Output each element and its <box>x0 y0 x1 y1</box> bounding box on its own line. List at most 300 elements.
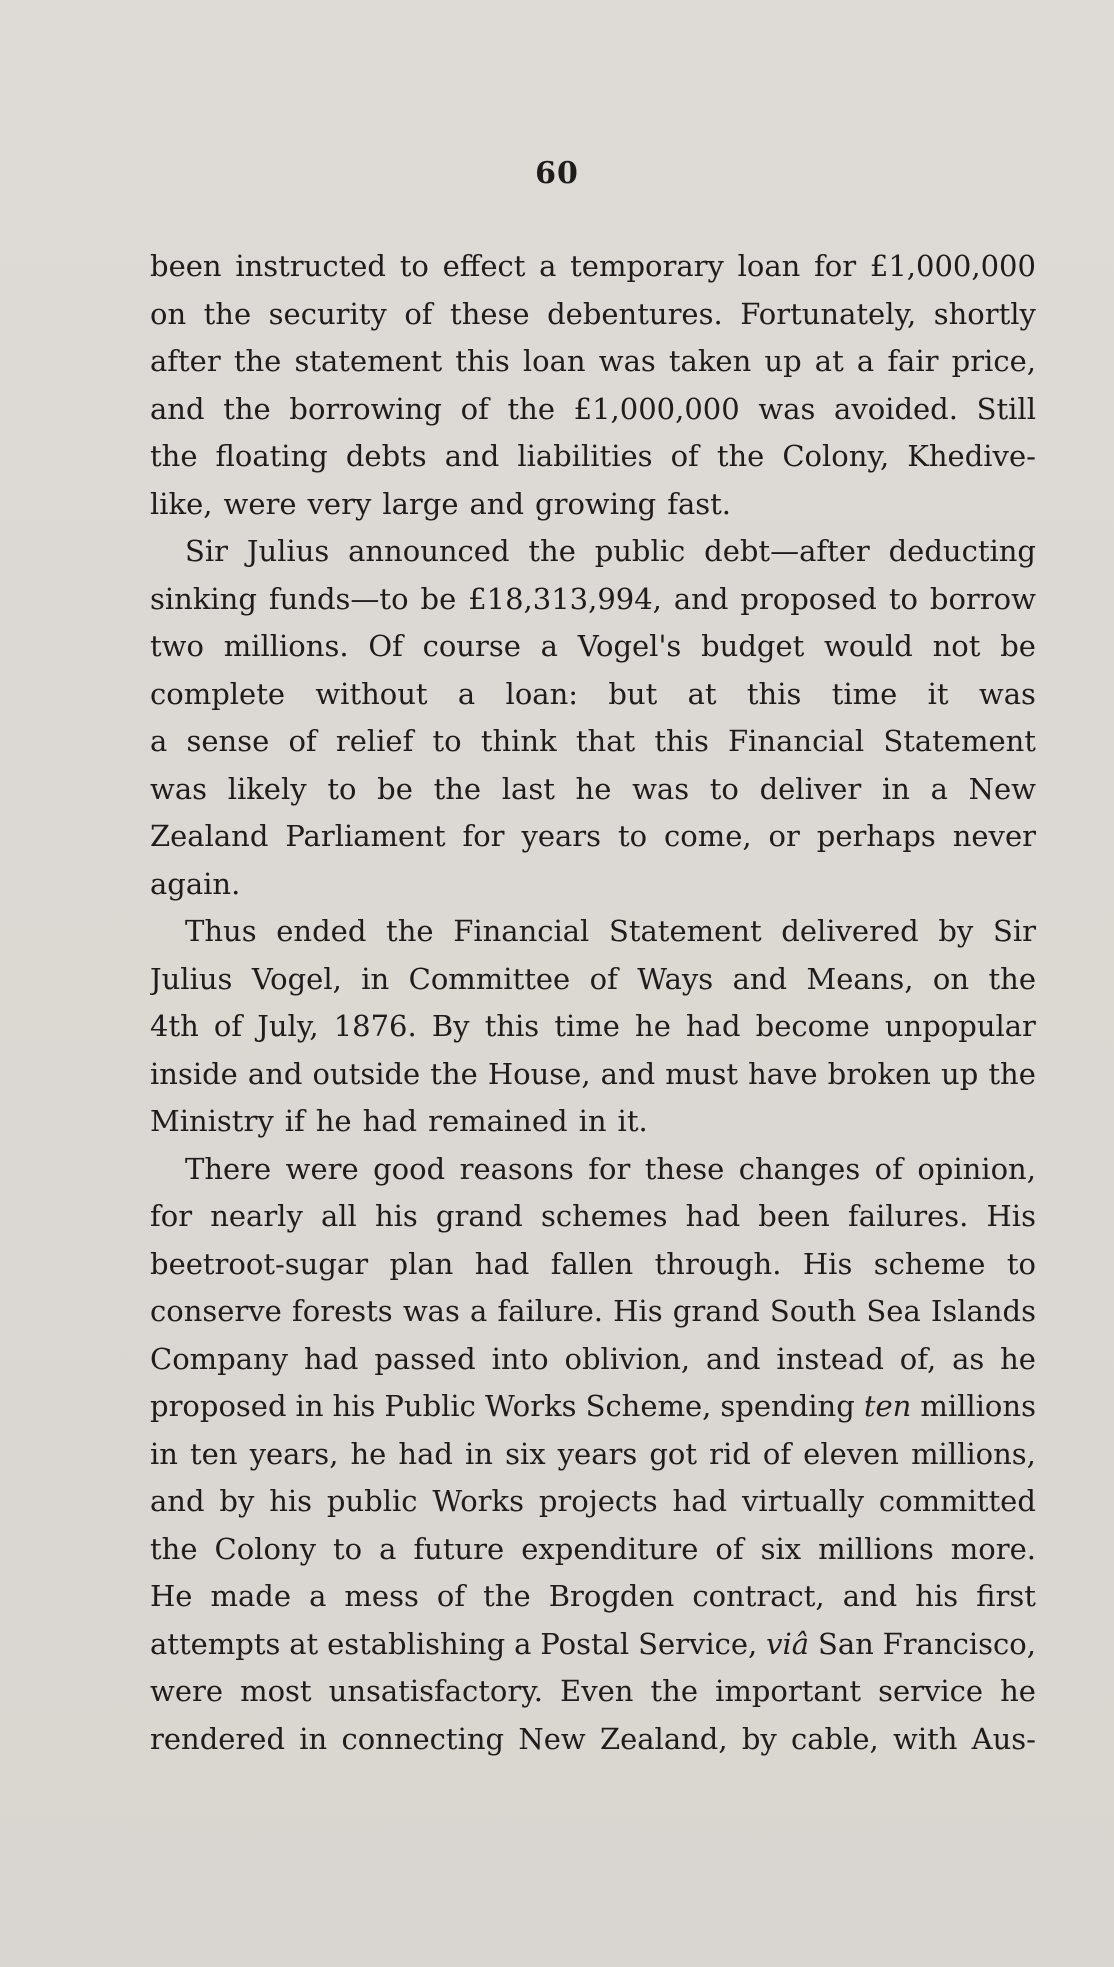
word: Means, <box>806 961 914 996</box>
word: the <box>988 961 1036 996</box>
text-line <box>150 1288 1036 1336</box>
word: By <box>431 1009 470 1043</box>
text-line <box>150 623 1036 671</box>
text-line <box>150 718 1036 766</box>
word: very <box>307 486 372 521</box>
word: reasons <box>459 1151 574 1186</box>
word: the <box>233 344 282 378</box>
word: this <box>746 676 802 711</box>
word: Zealand, <box>599 1721 728 1756</box>
word: Francisco, <box>882 1626 1036 1661</box>
word: Still <box>976 391 1036 426</box>
word: in <box>465 1436 493 1471</box>
word: and <box>150 1484 205 1518</box>
word: rendered <box>150 1721 286 1756</box>
word: Colony <box>214 1531 316 1566</box>
word: delivered <box>781 914 919 948</box>
word: he <box>635 1009 671 1043</box>
word: and <box>469 486 525 521</box>
word: beetroot-sugar <box>150 1246 369 1281</box>
word: was <box>598 344 656 378</box>
text-line <box>150 243 1036 291</box>
word: complete <box>150 676 286 711</box>
text-line <box>150 528 1036 576</box>
text-line <box>150 1478 1036 1526</box>
word: public <box>594 534 686 568</box>
word: of, <box>899 1341 937 1376</box>
word: fallen <box>550 1246 634 1281</box>
word: Sir <box>992 914 1036 948</box>
word: effect <box>442 249 526 283</box>
word: ten <box>190 1436 238 1471</box>
word: establishing <box>327 1626 506 1661</box>
word: growing <box>535 486 657 521</box>
word: a <box>470 1294 488 1328</box>
word: to <box>617 819 648 853</box>
word: had <box>474 1246 530 1281</box>
word: to <box>432 724 462 758</box>
word: years, <box>249 1436 339 1471</box>
word: Parliament <box>285 819 446 853</box>
word: proposed <box>150 1389 287 1423</box>
word: He <box>150 1579 193 1613</box>
word: fast. <box>667 486 732 521</box>
word: time <box>831 676 898 711</box>
word: plan <box>389 1246 454 1281</box>
word: be <box>377 771 413 806</box>
word: His <box>613 1294 663 1328</box>
text-line <box>150 908 1036 956</box>
word: Thus <box>185 914 257 948</box>
text-line <box>150 861 1036 909</box>
text-line <box>150 1336 1036 1384</box>
word: announced <box>348 534 510 568</box>
word: had <box>685 1199 741 1233</box>
word: opinion, <box>917 1151 1036 1186</box>
word: 4th <box>150 1009 199 1043</box>
word: his <box>269 1484 313 1518</box>
word: Financial <box>728 724 865 758</box>
word: nearly <box>210 1199 303 1233</box>
word: the <box>150 1531 198 1566</box>
word: grand <box>672 1294 760 1328</box>
word: the <box>223 391 271 426</box>
word: for <box>462 819 505 853</box>
word: his <box>332 1389 376 1423</box>
word: had <box>362 1104 418 1138</box>
word: all <box>320 1199 357 1233</box>
word: of <box>460 391 489 426</box>
word: Julius <box>150 961 233 996</box>
text-line <box>150 576 1036 624</box>
word: Of <box>368 629 403 663</box>
word: to <box>327 771 357 806</box>
text-line <box>150 1716 1036 1764</box>
word: after <box>150 344 221 378</box>
text-line <box>150 1051 1036 1099</box>
word: most <box>240 1674 312 1708</box>
word: but <box>608 676 658 711</box>
word: with <box>893 1721 958 1756</box>
word: of <box>589 961 618 996</box>
word: committed <box>878 1484 1036 1518</box>
word: were <box>223 486 297 521</box>
word: Company <box>150 1341 289 1376</box>
word: statement <box>294 344 443 378</box>
word: attempts <box>150 1626 281 1661</box>
word: of <box>762 1436 792 1471</box>
word: the <box>716 439 765 473</box>
word: proposed <box>740 581 877 616</box>
word: July, <box>257 1009 319 1043</box>
word: borrow <box>929 581 1036 616</box>
word: and <box>247 1056 303 1091</box>
word: for <box>588 1151 631 1186</box>
word: in <box>881 771 910 806</box>
word: 1876. <box>333 1009 417 1043</box>
word: have <box>748 1056 818 1091</box>
word: deducting <box>888 534 1036 568</box>
word: got <box>649 1436 698 1471</box>
text-line <box>150 1668 1036 1716</box>
word: first <box>976 1579 1036 1613</box>
word: of <box>436 1579 466 1613</box>
word: loan: <box>505 676 579 711</box>
word: passed <box>374 1341 476 1376</box>
word: temporary <box>570 249 724 283</box>
word: millions <box>920 1389 1036 1423</box>
word: inside <box>150 1056 238 1091</box>
word: and <box>444 439 500 473</box>
word: Postal <box>540 1626 630 1661</box>
word: the <box>433 771 482 806</box>
word: in <box>299 1721 328 1756</box>
word: Zealand <box>150 819 269 853</box>
word: at <box>289 1626 319 1661</box>
word: last <box>501 771 555 806</box>
word: unsatisfactory. <box>328 1674 543 1708</box>
word: his <box>374 1199 418 1233</box>
word: £1,000,000 <box>573 391 740 426</box>
word: funds—to <box>268 581 409 616</box>
word: the <box>150 439 198 473</box>
word: Fortunately, <box>740 296 917 331</box>
word: if <box>284 1104 305 1138</box>
word: had <box>303 1341 359 1376</box>
word: projects <box>538 1484 658 1518</box>
word: expenditure <box>521 1531 699 1566</box>
word: Works <box>484 1389 577 1423</box>
word: never <box>952 819 1036 853</box>
word: public <box>326 1484 418 1518</box>
word: to <box>399 249 429 283</box>
word: liabilities <box>517 439 653 473</box>
word: shortly <box>933 296 1036 331</box>
word: eleven <box>803 1436 899 1471</box>
word: price, <box>951 344 1036 378</box>
word: floating <box>215 439 328 473</box>
word: at <box>814 344 844 378</box>
word: the <box>483 1579 531 1613</box>
word: and <box>706 1341 761 1376</box>
text-line <box>150 291 1036 339</box>
word: a <box>457 676 476 711</box>
word: it <box>927 676 949 711</box>
word: good <box>373 1151 446 1186</box>
word: into <box>491 1341 549 1376</box>
word: fair <box>887 344 939 378</box>
word: he <box>1000 1674 1036 1708</box>
word: Service, <box>638 1626 758 1661</box>
word: become <box>755 1009 870 1043</box>
word: Brogden <box>548 1579 675 1613</box>
word: relief <box>335 724 414 758</box>
word: grand <box>435 1199 523 1233</box>
word: two <box>150 629 204 663</box>
word: time <box>554 1009 620 1043</box>
word: New <box>968 771 1036 806</box>
word: his <box>915 1579 959 1613</box>
word: Works <box>432 1484 524 1518</box>
word: mess <box>344 1579 419 1613</box>
word: millions, <box>911 1436 1036 1471</box>
word: Sir <box>185 534 229 568</box>
word: Statement <box>608 914 762 948</box>
word: by <box>938 914 974 948</box>
word: on <box>150 296 187 331</box>
word: likely <box>227 771 307 806</box>
word: Financial <box>453 914 590 948</box>
word: six <box>760 1531 802 1566</box>
text-line <box>150 671 1036 719</box>
word: the <box>386 914 434 948</box>
word: come, <box>664 819 752 853</box>
word: His <box>802 1246 853 1281</box>
word: a <box>514 1626 532 1661</box>
word: through. <box>654 1246 782 1281</box>
word: a <box>150 724 168 758</box>
word: not <box>932 629 981 663</box>
text-line <box>150 1526 1036 1574</box>
word: contract, <box>692 1579 825 1613</box>
text-line <box>150 1621 1036 1669</box>
word: unpopular <box>884 1009 1036 1043</box>
word: by <box>741 1721 777 1756</box>
word: oblivion, <box>564 1341 691 1376</box>
word: and <box>842 1579 898 1613</box>
text-line <box>150 1098 1036 1146</box>
word: these <box>644 1151 725 1186</box>
word: up <box>764 344 802 378</box>
word: as <box>952 1341 985 1376</box>
word: connecting <box>341 1721 505 1756</box>
word: the <box>430 1056 478 1091</box>
word: or <box>768 819 800 853</box>
text-line <box>150 1241 1036 1289</box>
word: security <box>268 296 387 331</box>
word: debt—after <box>704 534 870 568</box>
page-number: 60 <box>535 156 579 191</box>
word: a <box>856 344 875 378</box>
word: failures. <box>848 1199 969 1233</box>
word: sinking <box>150 581 257 616</box>
word: the <box>203 296 252 331</box>
text-line <box>150 1573 1036 1621</box>
word: course <box>422 629 521 663</box>
word: of <box>213 1009 243 1043</box>
word: House, <box>487 1056 591 1091</box>
word: changes <box>738 1151 861 1186</box>
word: and <box>150 391 205 426</box>
word: Ways <box>637 961 714 996</box>
word: schemes <box>541 1199 668 1233</box>
word: was <box>150 771 207 806</box>
word: millions <box>818 1531 934 1566</box>
word: the <box>528 534 576 568</box>
word: perhaps <box>816 819 936 853</box>
word: loan <box>522 344 586 378</box>
word: by <box>219 1484 255 1518</box>
word: loan <box>737 249 801 283</box>
word: a <box>930 771 948 806</box>
word: again. <box>150 866 241 901</box>
word: ended <box>276 914 367 948</box>
word: spending <box>720 1389 855 1423</box>
word: he <box>575 771 612 806</box>
word: like, <box>150 486 213 521</box>
word: important <box>715 1674 861 1708</box>
word: had <box>398 1436 453 1471</box>
word: Aus- <box>971 1721 1036 1756</box>
word: a <box>309 1579 327 1613</box>
word: for <box>150 1199 193 1233</box>
word: Vogel's <box>577 629 682 663</box>
word: of <box>404 296 433 331</box>
text-line <box>150 956 1036 1004</box>
word: on <box>932 961 970 996</box>
word: was <box>402 1294 460 1328</box>
word: budget <box>701 629 805 663</box>
word: broken <box>827 1056 931 1091</box>
word: and <box>732 961 788 996</box>
word: Scheme, <box>585 1389 712 1423</box>
word: a <box>539 249 557 283</box>
word: ten <box>863 1389 912 1423</box>
word: to <box>888 581 918 616</box>
word: in <box>578 1104 607 1138</box>
word: San <box>817 1626 874 1661</box>
word: Committee <box>408 961 571 996</box>
word: been <box>758 1199 830 1233</box>
word: £18,313,994, <box>468 581 662 616</box>
word: up <box>941 1056 979 1091</box>
word: he <box>315 1104 352 1138</box>
word: borrowing <box>289 391 442 426</box>
word: of <box>288 724 317 758</box>
word: at <box>687 676 717 711</box>
word: Even <box>560 1674 634 1708</box>
word: rid <box>709 1436 751 1471</box>
word: Islands <box>930 1294 1036 1328</box>
text-line <box>150 1003 1036 1051</box>
word: virtually <box>741 1484 865 1518</box>
word: in <box>361 961 390 996</box>
word: remained <box>428 1104 568 1138</box>
word: to <box>1006 1246 1036 1281</box>
word: service <box>878 1674 984 1708</box>
word: Public <box>384 1389 476 1423</box>
word: cable, <box>791 1721 879 1756</box>
word: Khedive- <box>907 439 1036 473</box>
word: this <box>654 724 709 758</box>
word: to <box>332 1531 363 1566</box>
word: he <box>350 1436 387 1471</box>
word: the <box>507 391 555 426</box>
word: instructed <box>235 249 386 283</box>
word: conserve <box>150 1294 282 1328</box>
word: £1,000,000 <box>869 249 1036 283</box>
word: had <box>686 1009 741 1043</box>
word: it. <box>617 1104 648 1138</box>
word: was <box>632 771 690 806</box>
word: be <box>1000 629 1036 663</box>
word: Sea <box>866 1294 921 1328</box>
word: the <box>988 1056 1036 1091</box>
word: Julius <box>246 534 330 568</box>
word: that <box>575 724 636 758</box>
word: six <box>505 1436 546 1471</box>
word: There <box>185 1151 272 1186</box>
word: sense <box>186 724 270 758</box>
word: Colony, <box>782 439 890 473</box>
word: South <box>769 1294 857 1328</box>
word: Statement <box>883 724 1036 758</box>
word: Ministry <box>150 1104 274 1138</box>
word: more. <box>950 1531 1036 1566</box>
word: instead <box>776 1341 884 1376</box>
word: the <box>650 1674 698 1708</box>
word: years <box>521 819 602 853</box>
word: avoided. <box>834 391 958 426</box>
word: these <box>450 296 530 331</box>
text-line <box>150 813 1036 861</box>
word: of <box>874 1151 903 1186</box>
word: think <box>480 724 557 758</box>
word: been <box>150 249 222 283</box>
text-line <box>150 1383 1036 1431</box>
word: future <box>413 1531 505 1566</box>
word: His <box>986 1199 1036 1233</box>
word: made <box>210 1579 292 1613</box>
word: New <box>518 1721 586 1756</box>
text-line <box>150 433 1036 481</box>
word: debentures. <box>547 296 723 331</box>
word: and <box>673 581 729 616</box>
word: years <box>557 1436 638 1471</box>
word: to <box>709 771 739 806</box>
word: millions. <box>223 629 349 663</box>
word: this <box>455 344 510 378</box>
body-text <box>150 243 1036 1763</box>
word: outside <box>312 1056 421 1091</box>
word: of <box>715 1531 744 1566</box>
word: were <box>285 1151 359 1186</box>
word: this <box>484 1009 540 1043</box>
text-line <box>150 1431 1036 1479</box>
word: large <box>382 486 459 521</box>
text-line <box>150 481 1036 529</box>
word: without <box>315 676 428 711</box>
